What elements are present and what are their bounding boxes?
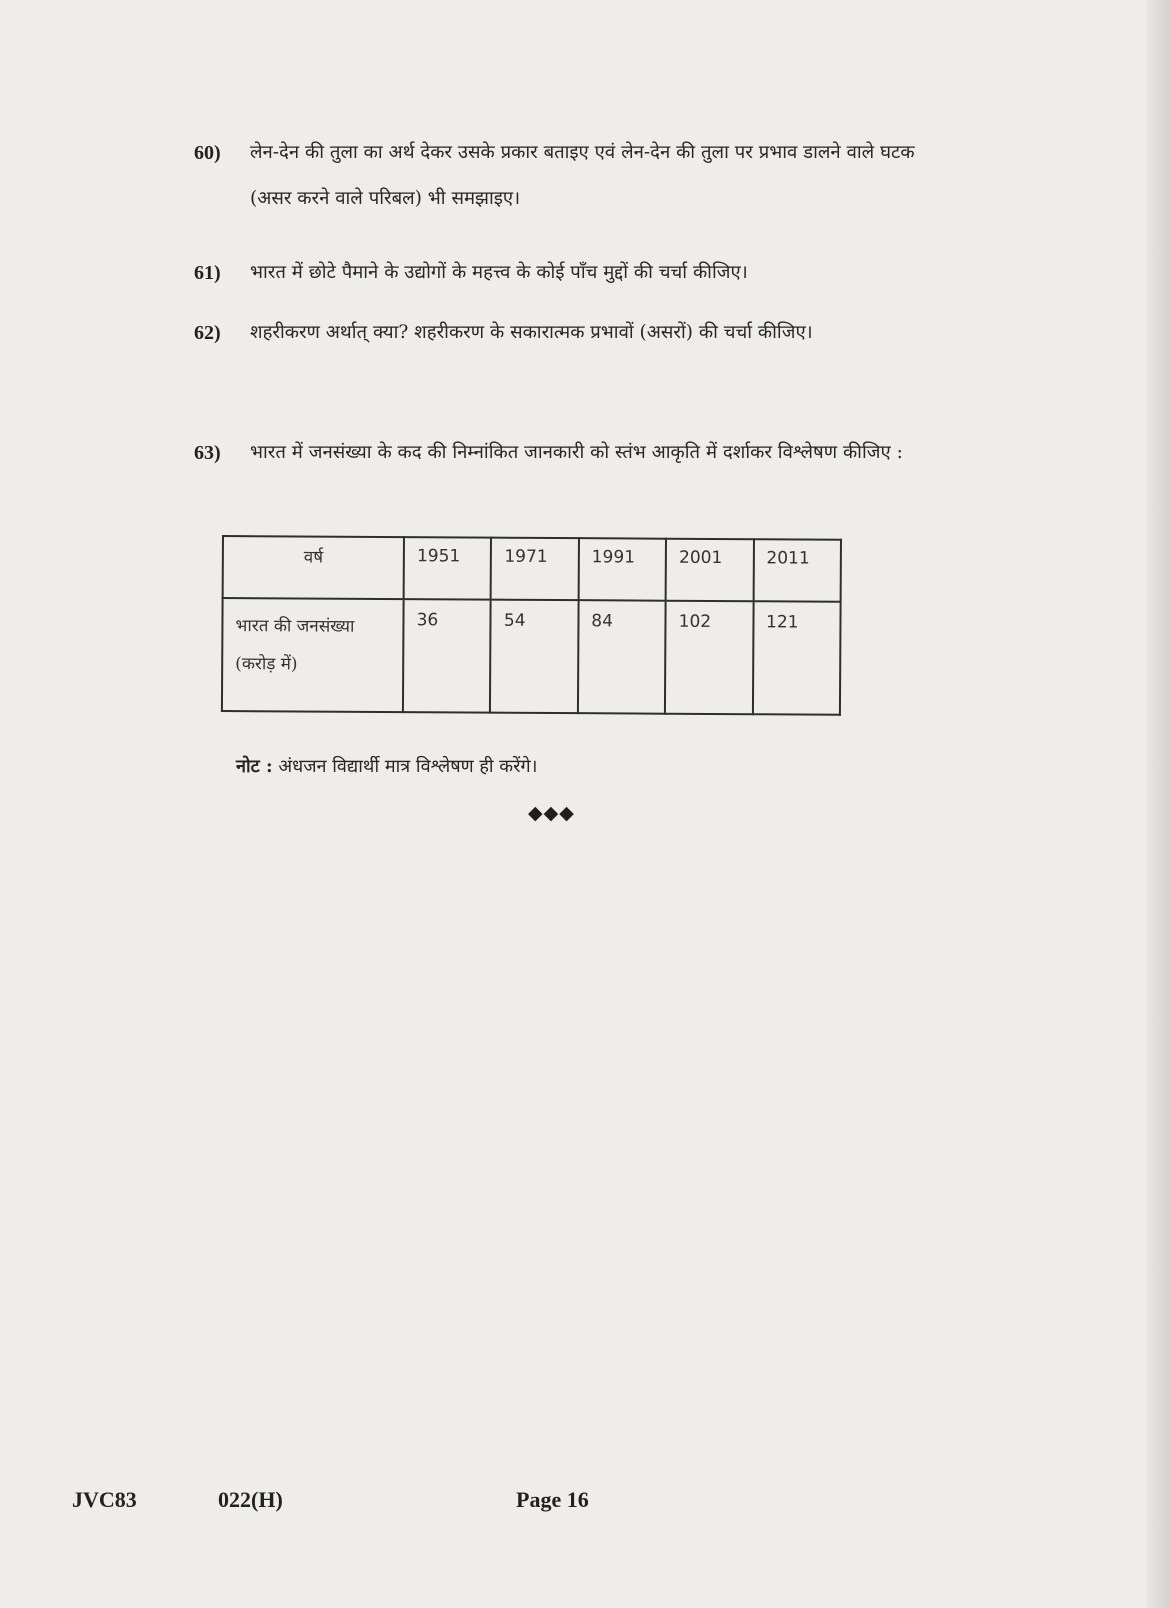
note-label: नोट : — [236, 756, 273, 777]
population-table — [221, 535, 842, 716]
note-text: अंधजन विद्यार्थी मात्र विश्लेषण ही करेंगे। — [278, 756, 538, 777]
table-header-row — [223, 536, 841, 602]
end-of-paper-marker: ◆◆◆ — [528, 802, 575, 824]
question-text: भारत में जनसंख्या के कद की निम्नांकित जानकारी को स्तंभ आकृति में दर्शाकर विश्लेषण कीजिए : — [250, 442, 903, 463]
question-number: 60) — [194, 142, 221, 164]
year-cell: 1991 — [578, 538, 666, 601]
population-label: भारत की जनसंख्या — [235, 616, 355, 637]
page-edge-shadow — [1147, 0, 1169, 1608]
question-number: 62) — [194, 322, 221, 344]
question-62 — [194, 310, 940, 356]
population-unit: (करोड़ में) — [235, 654, 298, 675]
question-63 — [194, 430, 940, 476]
population-value-cell: 36 — [403, 599, 491, 713]
population-value-cell: 84 — [578, 600, 666, 714]
year-cell: 2011 — [753, 539, 841, 602]
table-row — [222, 598, 841, 715]
population-value-cell: 102 — [665, 601, 753, 715]
question-text: भारत में छोटे पैमाने के उद्योगों के महत्त्व के कोई पाँच मुद्दों की चर्चा कीजिए। — [250, 262, 748, 283]
footer-page-number: Page 16 — [516, 1487, 589, 1512]
question-text: शहरीकरण अर्थात् क्या? शहरीकरण के सकारात्मक प्रभावों (असरों) की चर्चा कीजिए। — [250, 322, 813, 343]
year-cell: 1971 — [491, 538, 579, 601]
question-text: लेन-देन की तुला का अर्थ देकर उसके प्रकार बताइए एवं लेन-देन की तुला पर प्रभाव डालने वाले घटक (असर करने वाले परिबल) भी समझाइए। — [250, 142, 915, 209]
question-60 — [194, 130, 940, 222]
question-61 — [194, 250, 940, 296]
footer-subject-code: 022(H) — [218, 1487, 283, 1512]
year-header-cell: वर्ष — [223, 536, 405, 599]
year-cell: 1951 — [404, 537, 492, 600]
note — [236, 754, 537, 778]
population-value-cell: 54 — [490, 600, 578, 714]
question-number: 63) — [194, 442, 221, 464]
footer-paper-code: JVC83 — [72, 1487, 137, 1512]
population-value-cell: 121 — [752, 601, 840, 715]
question-number: 61) — [194, 262, 221, 284]
population-label-cell — [222, 598, 404, 712]
year-cell: 2001 — [666, 539, 754, 602]
